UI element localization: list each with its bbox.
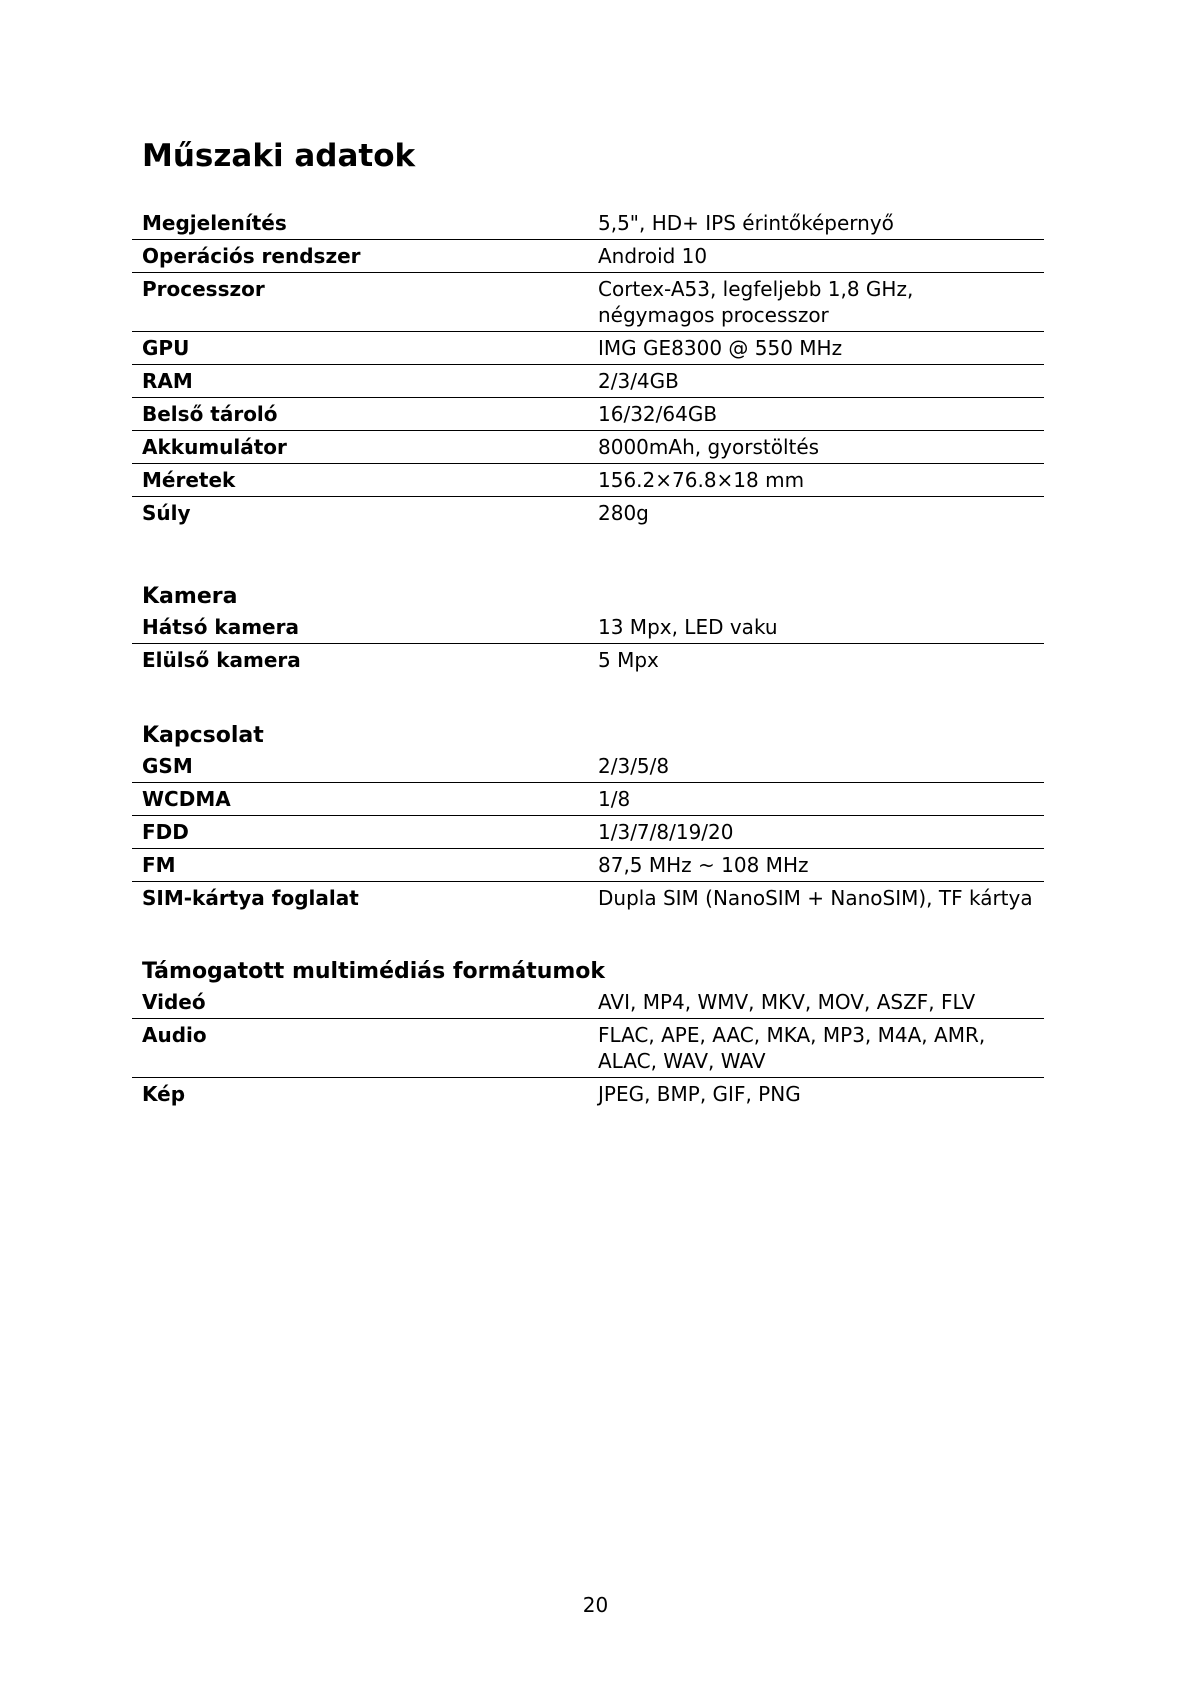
table-row [132,497,1044,530]
spec-label: WCDMA [132,783,588,816]
table-row [132,273,1044,332]
table-row [132,614,1044,644]
table-row [132,210,1044,240]
spec-value: 2/3/4GB [588,365,1044,398]
spec-table-camera [132,614,1044,676]
spec-value: Dupla SIM (NanoSIM + NanoSIM), TF kártya [588,882,1044,915]
table-row [132,816,1044,849]
table-row [132,398,1044,431]
page-number: 20 [582,1593,609,1617]
page-title: Műszaki adatok [142,138,416,174]
spec-value: IMG GE8300 @ 550 MHz [588,332,1044,365]
spec-value: JPEG, BMP, GIF, PNG [588,1078,1044,1111]
spec-value: AVI, MP4, WMV, MKV, MOV, ASZF, FLV [598,990,976,1014]
table-row [132,240,1044,273]
spec-label: Hátsó kamera [142,615,299,639]
spec-label: Belső tároló [132,398,588,431]
spec-label: Operációs rendszer [132,240,588,273]
spec-value: FLAC, APE, AAC, MKA, MP3, M4A, AMR, ALAC, WAV, WAV [588,1019,1044,1078]
spec-label: Videó [142,990,206,1014]
spec-label: GPU [132,332,588,365]
spec-label: Akkumulátor [132,431,588,464]
spec-value: Cortex-A53, legfeljebb 1,8 GHz, négymagos processzor [588,273,1044,332]
table-row [132,1019,1044,1078]
spec-value: 1/8 [588,783,1044,816]
spec-label: FM [132,849,588,882]
spec-label: Megjelenítés [142,211,287,235]
spec-value: 13 Mpx, LED vaku [598,615,778,639]
table-row [132,783,1044,816]
spec-value: 1/3/7/8/19/20 [588,816,1044,849]
table-row [132,365,1044,398]
table-row [132,1078,1044,1111]
spec-table-multimedia [132,989,1044,1110]
section-multimedia [132,957,1044,1110]
spec-label: Kép [132,1078,588,1111]
spec-label: Méretek [132,464,588,497]
section-connectivity [132,721,1044,914]
table-row [132,753,1044,783]
spec-value: 87,5 MHz ~ 108 MHz [588,849,1044,882]
spec-value: Android 10 [588,240,1044,273]
spec-table-general [132,210,1044,529]
spec-label: Elülső kamera [132,644,588,677]
table-row [132,431,1044,464]
spec-label: Audio [132,1019,588,1078]
section-heading-connectivity: Kapcsolat [142,723,264,748]
table-row [132,644,1044,677]
spec-value: 8000mAh, gyorstöltés [588,431,1044,464]
section-heading-multimedia: Támogatott multimédiás formátumok [142,959,606,984]
section-general [132,210,1044,529]
spec-label: FDD [132,816,588,849]
spec-value: 280g [588,497,1044,530]
table-row [132,882,1044,915]
spec-value: 5 Mpx [588,644,1044,677]
spec-label: Súly [132,497,588,530]
spec-table-connectivity [132,753,1044,914]
spec-label: GSM [142,754,193,778]
spec-value: 16/32/64GB [588,398,1044,431]
spec-label: Processzor [132,273,588,332]
table-row [132,464,1044,497]
section-camera [132,582,1044,676]
table-row [132,849,1044,882]
spec-value: 5,5", HD+ IPS érintőképernyő [598,211,894,235]
table-row [132,332,1044,365]
spec-value: 156.2×76.8×18 mm [588,464,1044,497]
spec-label: SIM-kártya foglalat [132,882,588,915]
spec-label: RAM [132,365,588,398]
spec-value: 2/3/5/8 [598,754,670,778]
section-heading-camera: Kamera [142,584,238,609]
table-row [132,989,1044,1019]
